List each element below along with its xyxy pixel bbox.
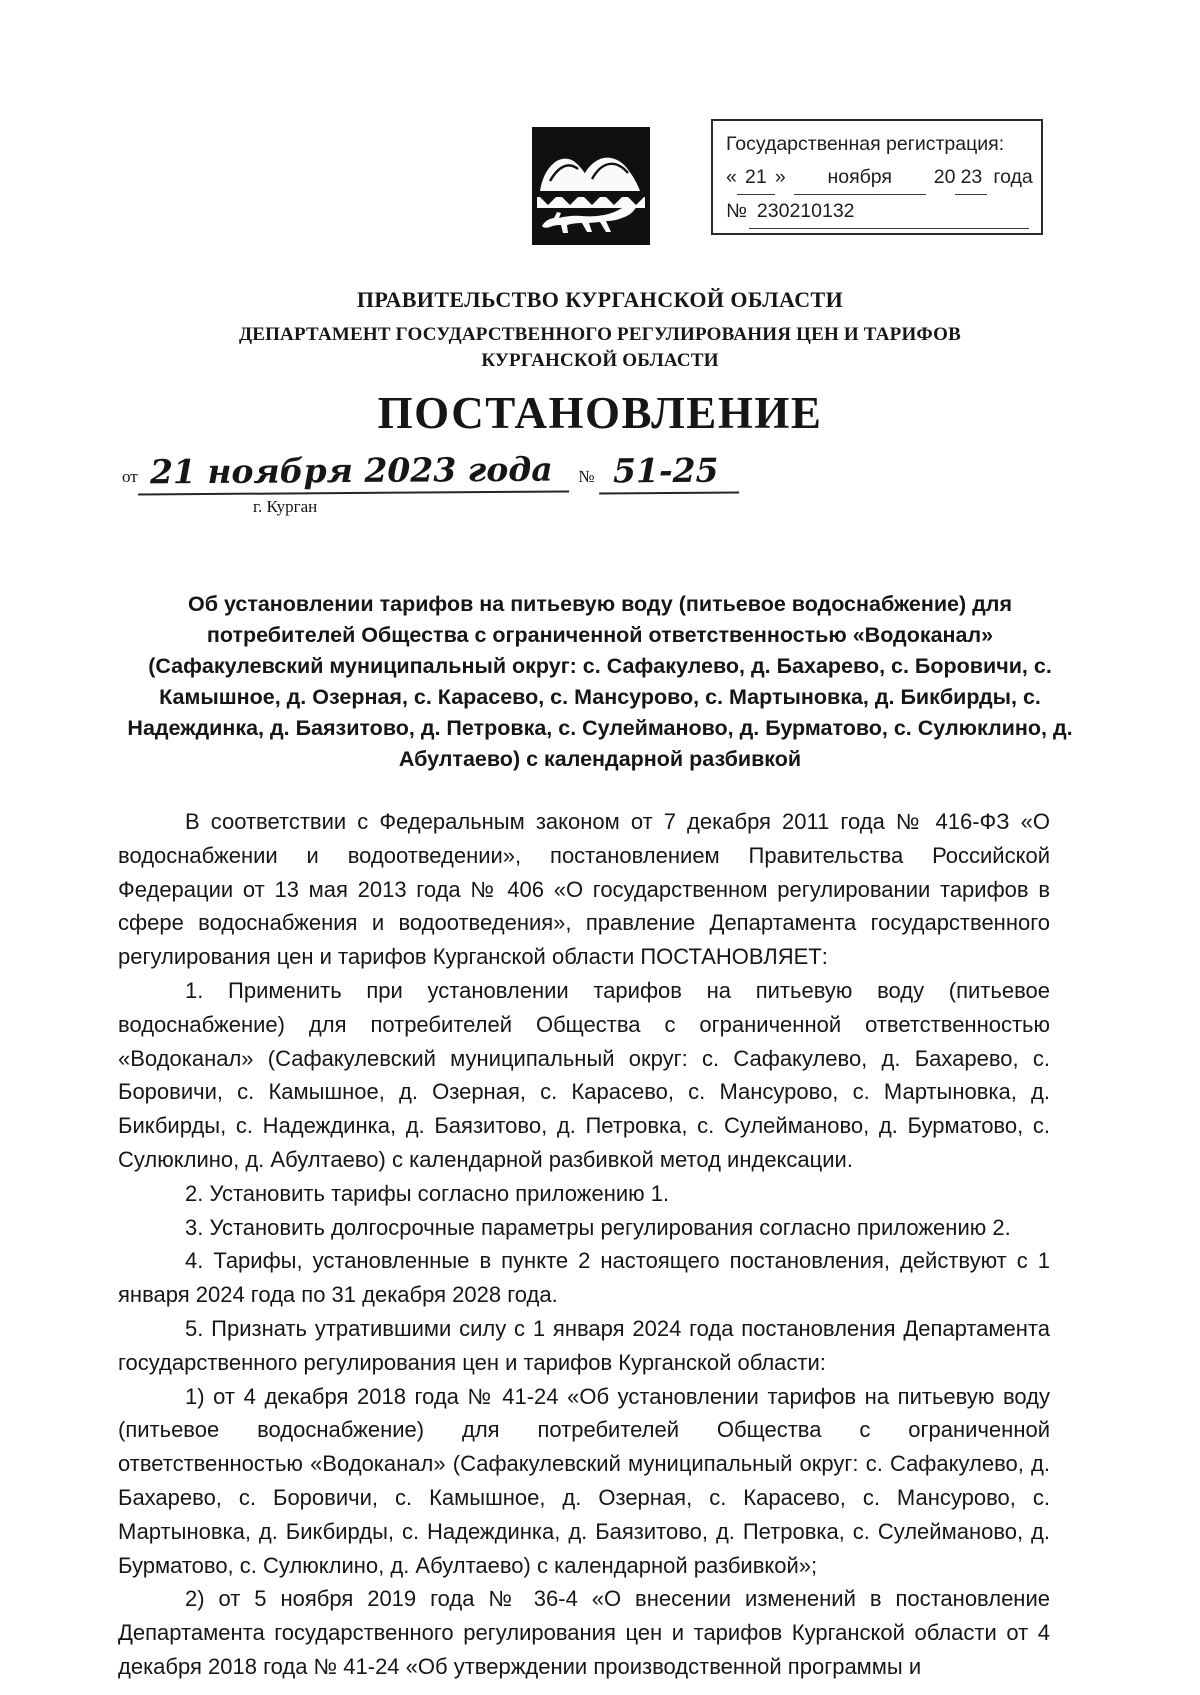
body-paragraph: 2) от 5 ноября 2019 года № 36-4 «О внесении изменений в постановление Департамента государственного регулирования цен и тарифов Курганской области от 4 декабря 2018 года № 41-24 «Об утверждении производственной программы и (118, 1586, 1050, 1679)
date-prefix-label: от (122, 467, 138, 486)
body-paragraph: 1. Применить при установлении тарифов на питьевую воду (питьевое водоснабжение) для потребителей Общества с ограниченной ответственностью «Водоканал» (Сафакулевский муниципальный округ: с. Сафакулево, д. Бахарево, с. Боровичи, с. Камышное, д. Озерная, с. Карасево, с. Мансурово, с. Мартыновка, д. Бикбирды, с. Надеждинка, д. Баязитово, д. Петровка, с. Сулейманово, д. Бурматово, с. Сулюклино, д. Абултаево) с календарной разбивкой метод индексации. (118, 977, 1050, 1172)
registration-year-word: года (993, 166, 1033, 188)
city-name: г. Курган (253, 497, 318, 516)
handwritten-number: 51-25 (598, 452, 738, 495)
body-paragraph: 1) от 4 декабря 2018 года № 41-24 «Об установлении тарифов на питьевую воду (питьевое водоснабжение) для потребителей Общества с ограниченной ответственностью «Водоканал» (Сафакулевский муниципальный округ: с. Сафакулево, д. Бахарево, с. Боровичи, с. Камышное, д. Озерная, с. Карасево, с. Мансурово, с. Мартыновка, д. Бикбирды, с. Надеждинка, д. Баязитово, д. Петровка, с. Сулейманово, д. Бурматово, с. Сулюклино, д. Абултаево) с календарной разбивкой»; (118, 1383, 1050, 1578)
body-paragraph: В соответствии с Федеральным законом от 7 декабря 2011 года № 416-ФЗ «О водоснабжении и водоотведении», постановлением Правительства Российской Федерации от 13 мая 2013 года № 406 «О государственном регулировании тарифов в сфере водоснабжения и водоотведения», правление Департамента государственного регулирования цен и тарифов Курганской области ПОСТАНОВЛЯЕТ: (118, 809, 1050, 970)
body-paragraph: 4. Тарифы, установленные в пункте 2 настоящего постановления, действуют с 1 января 2024 года по 31 декабря 2028 года. (118, 1248, 1050, 1308)
department-name-line2: КУРГАНСКОЙ ОБЛАСТИ (481, 350, 719, 371)
number-sign: № (578, 467, 595, 486)
body-paragraph: 5. Признать утратившими силу с 1 января 2024 года постановления Департамента государственного регулирования цен и тарифов Курганской области: (118, 1315, 1050, 1375)
kurgan-coat-of-arms (532, 127, 650, 245)
department-name (0, 322, 1200, 374)
coat-of-arms-icon (532, 127, 650, 245)
date-number-line (122, 449, 1200, 494)
registration-number-sign: № (726, 200, 747, 222)
close-quote: » (774, 166, 786, 188)
document-subject-title: Об установлении тарифов на питьевую воду (питьевое водоснабжение) для потребителей Общества с ограниченной ответственностью «Водоканал» (Сафакулевский муниципальный округ: с. Сафакулево, д. Бахарево, с. Боровичи, с. Камышное, д. Озерная, с. Карасево, с. Мансурово, с. Мартыновка, д. Бикбирды, с. Надеждинка, д. Баязитово, д. Петровка, с. Сулейманово, д. Бурматово, с. Сулюклино, д. Абултаево) с календарной разбивкой (127, 592, 1073, 771)
body-paragraph: 2. Установить тарифы согласно приложению 1. (185, 1180, 670, 1206)
open-quote: « (726, 166, 737, 188)
registration-date-line (726, 161, 1033, 195)
registration-day: 21 (737, 161, 775, 195)
registration-year-prefix: 20 (933, 166, 956, 188)
document-type-title: ПОСТАНОВЛЕНИЕ (377, 388, 823, 438)
registration-number: 230210132 (749, 195, 1029, 229)
handwritten-date: 21 ноября 2023 года (138, 450, 569, 495)
state-registration-stamp (711, 119, 1043, 235)
document-body (118, 805, 1050, 1684)
department-name-line1: ДЕПАРТАМЕНТ ГОСУДАРСТВЕННОГО РЕГУЛИРОВАНИЯ ЦЕН И ТАРИФОВ (238, 324, 962, 345)
body-paragraph: 3. Установить долгосрочные параметры регулирования согласно приложению 2. (185, 1214, 1011, 1240)
registration-number-line (726, 195, 1029, 229)
registration-month: ноября (794, 161, 926, 195)
authority-name: ПРАВИТЕЛЬСТВО КУРГАНСКОЙ ОБЛАСТИ (356, 287, 844, 312)
registration-title: Государственная регистрация: (726, 133, 1005, 155)
registration-year: 23 (955, 161, 987, 195)
